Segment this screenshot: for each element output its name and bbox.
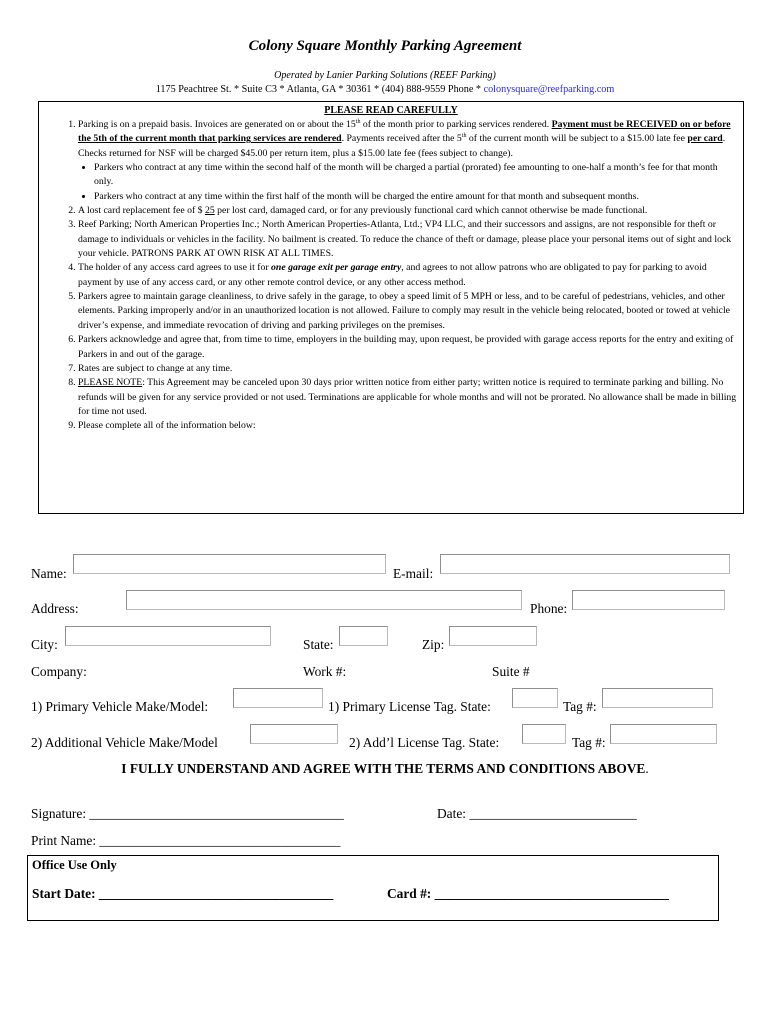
date-line[interactable]: Date: _________________________ — [437, 806, 637, 821]
term-1-bullet: • Parkers who contract at any time within the second half of the month will be charged a partial (prorated) fee amounting to one-half a month’s fee for that month only. — [94, 161, 737, 190]
name-label: Name: — [31, 566, 67, 581]
terms-box — [38, 101, 744, 514]
zip-field[interactable] — [449, 626, 537, 646]
term-1: 1. Parking is on a prepaid basis. Invoices are generated on or about the 15th of the month prior to parking services rendered. Payment must be RECEIVED on or before the 5th of the current month that parking services are rendered. Payments received after the 5th of the current month will be subject to a $15.00 late fee per card. Checks returned for NSF will be charged $45.00 per return item, plus a $15.00 late fee (fees subject to change). • Parkers who contract at any time within the second half of the month will be charged a partial (prorated) fee amounting to one-half a month’s fee for that month only. • Parkers who contract at any time within the first half of the month will be charged the entire amount for that month and subsequent months. — [78, 118, 737, 204]
term-8: 8. PLEASE NOTE: This Agreement may be canceled upon 30 days prior written notice from either party; written notice is required to terminate parking and billing. No refunds will be given for any service provided or not used. Terminations are applicable for whole months and will not be prorated. No allowance shall be made in billing for time not used. — [78, 376, 737, 419]
term-7: 7. Rates are subject to change at any time. — [78, 362, 737, 376]
print-name-line[interactable]: Print Name: ____________________________________ — [31, 833, 341, 848]
tag1-field[interactable] — [602, 688, 713, 708]
document-title: Colony Square Monthly Parking Agreement — [248, 38, 522, 54]
state-label: State: — [303, 637, 334, 652]
terms-heading: PLEASE READ CAREFULLY — [324, 105, 458, 116]
term-5: 5. Parkers agree to maintain garage cleanliness, to drive safely in the garage, to obey a speed limit of 5 MPH or less, and to be careful of pedestrians, vehicles, and other elements. Parking improperly and/or in an unauthorized location is not allowed. Failure to comply may result in the vehicle being relocated, booted or towed at vehicle driver’s expense, and immediate revocation of driving and parking privileges on the premises. — [78, 290, 737, 333]
signature-line[interactable]: Signature: ______________________________________ — [31, 806, 344, 821]
term-9: 9. Please complete all of the information below: — [78, 419, 737, 433]
state-field[interactable] — [339, 626, 388, 646]
tag2-field[interactable] — [610, 724, 717, 744]
phone-label: Phone: — [530, 601, 568, 616]
tag2-label: Tag #: — [572, 735, 606, 750]
email-field[interactable] — [440, 554, 730, 574]
tag1-label: Tag #: — [563, 699, 597, 714]
tag-state2-label: 2) Add’l License Tag. State: — [349, 735, 500, 750]
address-field[interactable] — [126, 590, 522, 610]
suite-label: Suite # — [492, 664, 530, 679]
name-field[interactable] — [73, 554, 386, 574]
work-number-label: Work #: — [303, 664, 347, 679]
phone-field[interactable] — [572, 590, 725, 610]
vehicle1-field[interactable] — [233, 688, 323, 708]
term-3: 3. Reef Parking; North American Properties Inc.; North American Properties-Atlanta, Ltd.; VP4 LLC, and their successors and assigns, are not responsible for theft or damage to individuals or vehicles in the facility. No bailment is created. To reduce the chance of theft or damage, please place your personal items out of sight and lock your vehicle. PATRONS PARK AT OWN RISK AT ALL TIMES. — [78, 218, 737, 261]
term-1-bullet: • Parkers who contract at any time within the first half of the month will be charged the entire amount for that month and subsequent months. — [94, 190, 737, 204]
term-4: 4. The holder of any access card agrees to use it for one garage exit per garage entry, and agrees to not allow patrons who are obligated to pay for parking to avoid payment by use of any access card, or any other remote control device, or any other access method. — [78, 261, 737, 290]
contact-email-link[interactable]: colonysquare@reefparking.com — [483, 84, 615, 95]
email-label: E-mail: — [393, 566, 434, 581]
vehicle2-field[interactable] — [250, 724, 338, 744]
address-label: Address: — [31, 601, 79, 616]
card-number-line: Card #: ___________________________________ — [387, 886, 669, 901]
agreement-statement: I FULLY UNDERSTAND AND AGREE WITH THE TERMS AND CONDITIONS ABOVE. — [121, 761, 649, 776]
vehicle1-label: 1) Primary Vehicle Make/Model: — [31, 699, 209, 714]
operator-subtitle: Operated by Lanier Parking Solutions (REEF Parking) — [274, 70, 496, 81]
city-label: City: — [31, 637, 58, 652]
office-use-title: Office Use Only — [32, 858, 117, 872]
term-6: 6. Parkers acknowledge and agree that, from time to time, employers in the building may, upon request, be provided with garage access reports for the entry and exiting of Parkers in and out of the garage. — [78, 333, 737, 362]
zip-label: Zip: — [422, 637, 445, 652]
office-use-box — [27, 855, 719, 921]
terms-list — [39, 118, 743, 434]
term-2: 2. A lost card replacement fee of $ 25 per lost card, damaged card, or for any previously functional card which cannot otherwise be made functional. — [78, 204, 737, 218]
tag-state1-label: 1) Primary License Tag. State: — [328, 699, 491, 714]
tag-state2-field[interactable] — [522, 724, 566, 744]
payment-deadline-text: Payment must be RECEIVED on or before the 5th of the current month that parking services are rendered — [78, 119, 731, 145]
contact-line — [0, 84, 770, 95]
company-label: Company: — [31, 664, 87, 679]
tag-state1-field[interactable] — [512, 688, 558, 708]
term-1-bullets — [78, 161, 737, 204]
vehicle2-label: 2) Additional Vehicle Make/Model — [31, 735, 218, 750]
start-date-line: Start Date: ___________________________________ — [32, 886, 334, 901]
contact-address: 1175 Peachtree St. * Suite C3 * Atlanta, GA * 30361 * (404) 888-9559 Phone * — [155, 84, 484, 95]
city-field[interactable] — [65, 626, 271, 646]
